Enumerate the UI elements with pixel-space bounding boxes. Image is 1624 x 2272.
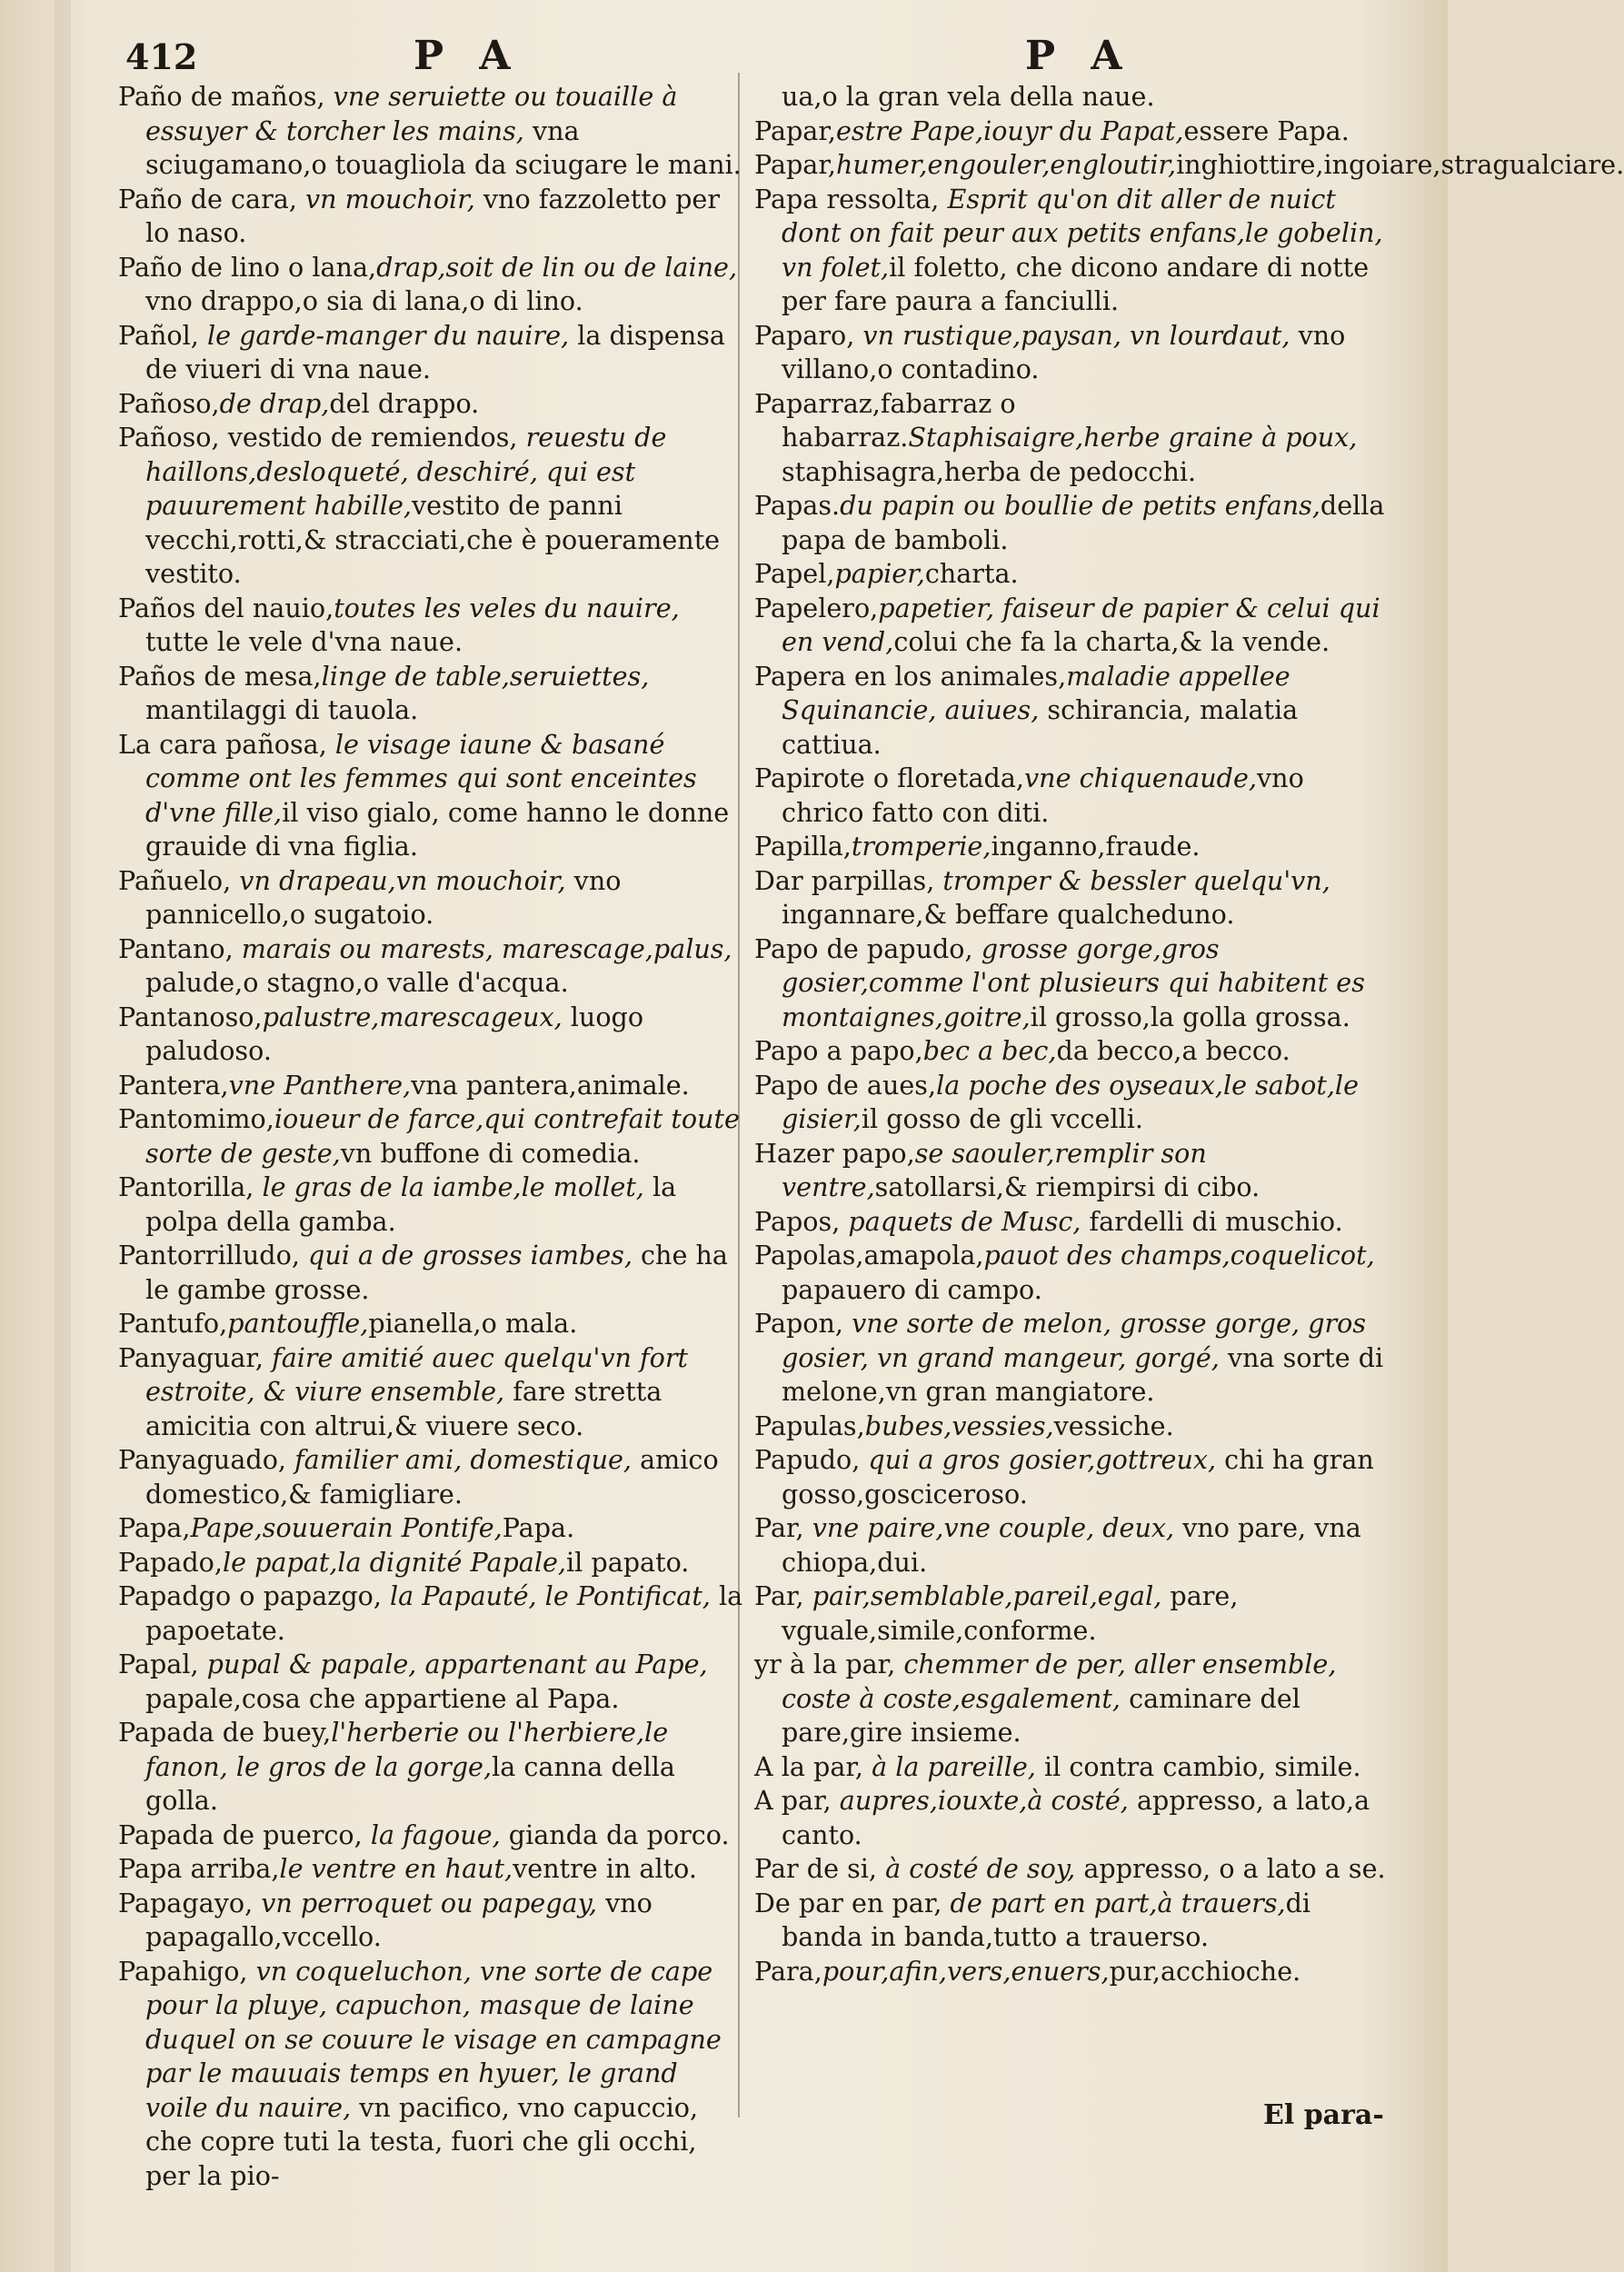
entry-headword: Dar parpillas, — [754, 864, 935, 896]
entry-headword: Papo de aues, — [754, 1069, 937, 1101]
dictionary-entry — [118, 387, 745, 422]
dictionary-entry — [754, 387, 1390, 490]
entry-headword: Papulas, — [754, 1410, 865, 1441]
entry-italian: la dispensa de viueri di vna naue. — [145, 319, 725, 384]
entry-french: le garde-manger du nauire, — [198, 319, 570, 351]
dictionary-entry — [118, 1852, 745, 1887]
entry-french: chemmer de per, aller ensemble, coste à coste,esgalement, — [782, 1649, 1337, 1714]
entry-headword: Papos, — [754, 1205, 841, 1237]
dictionary-entry — [118, 1443, 745, 1511]
entry-italian: inganno,fraude. — [991, 831, 1201, 862]
entry-headword: De par en par, — [754, 1887, 942, 1918]
entry-italian: staphisagra,herba de pedocchi. — [782, 455, 1197, 487]
entry-headword: Papirote o floretada, — [754, 762, 1024, 793]
entry-italian: ingannare,& beffare qualcheduno. — [782, 899, 1235, 930]
entry-french: vne Panthere, — [228, 1069, 412, 1101]
dictionary-entry — [754, 864, 1390, 932]
dictionary-entry — [118, 1511, 745, 1546]
entry-headword: Papar, — [754, 115, 836, 146]
dictionary-entry — [754, 1137, 1390, 1205]
page-number: 412 — [125, 36, 198, 77]
dictionary-entry — [118, 183, 745, 251]
entry-italian: vna pantera,animale. — [411, 1069, 690, 1101]
dictionary-entry — [754, 1205, 1390, 1240]
entry-french: humer,engouler,engloutir, — [835, 149, 1177, 180]
dictionary-entry — [118, 1546, 745, 1580]
entry-headword: Papar, — [754, 149, 836, 180]
entry-headword: Papon, — [754, 1308, 844, 1339]
dictionary-entry — [754, 1750, 1390, 1785]
entry-headword: Papolas,amapola, — [754, 1240, 984, 1271]
entry-headword: A la par, — [754, 1750, 863, 1782]
entry-french: la Papauté, le Pontificat, — [381, 1580, 711, 1611]
entry-italian: vestito de panni vecchi,rotti,& stracciati,che è poueramente vestito. — [145, 490, 721, 589]
entry-french: vne seruiette ou touaille à essuyer & torcher les mains, — [145, 81, 678, 146]
dictionary-entry — [118, 319, 745, 387]
entry-french: Esprit qu'on dit aller de nuict dont on fait peur aux petits enfans,le gobelin, vn folet, — [782, 183, 1383, 283]
dictionary-entry — [118, 1171, 745, 1239]
entry-headword: Papada de buey, — [118, 1717, 332, 1748]
entry-french: pupal & papale, appartenant au Pape, — [198, 1649, 708, 1679]
dictionary-entry — [754, 1239, 1390, 1307]
entry-italian: il viso gialo, come hanno le donne grauide di vna figlia. — [145, 796, 730, 862]
entry-headword: yr à la par, — [754, 1649, 896, 1679]
entry-italian: pur,acchioche. — [1109, 1955, 1301, 1987]
entry-headword: Papel, — [754, 558, 835, 589]
entry-headword: Pantorrilludo, — [118, 1240, 300, 1271]
entry-italian: amico domestico,& famigliare. — [145, 1444, 719, 1510]
dictionary-entry — [118, 864, 745, 932]
entry-french: la fagoue, — [362, 1819, 501, 1850]
dictionary-entry — [754, 592, 1390, 660]
entry-headword: Paparo, — [754, 319, 855, 351]
entry-italian: il grosso,la golla grossa. — [1030, 1001, 1350, 1032]
entry-french: de part en part,à trauers, — [942, 1887, 1286, 1918]
entry-headword: Pañol, — [118, 319, 199, 351]
entry-italian: vna sorte di melone,vn gran mangiatore. — [782, 1341, 1384, 1407]
entry-headword: Papelero, — [754, 592, 879, 623]
entry-french: vn rustique,paysan, vn lourdaut, — [854, 319, 1290, 351]
dictionary-entry — [118, 1069, 745, 1103]
entry-italian: vno pannicello,o sugatoio. — [145, 864, 622, 930]
dictionary-entry — [754, 115, 1390, 149]
entry-italian: da becco,a becco. — [1056, 1035, 1290, 1066]
entry-headword: La cara pañosa, — [118, 728, 327, 760]
dictionary-entry — [118, 80, 745, 183]
dictionary-entry — [754, 183, 1390, 319]
dictionary-entry — [754, 1852, 1390, 1887]
entry-headword: Pantomimo, — [118, 1103, 274, 1134]
dictionary-entry — [754, 1511, 1390, 1579]
entry-french: à costé de soy, — [876, 1853, 1076, 1884]
dictionary-entry — [118, 1307, 745, 1341]
entry-headword: Papo a papo, — [754, 1035, 923, 1066]
entry-french: à la pareille, — [863, 1750, 1036, 1782]
entry-headword: Paño de cara, — [118, 183, 297, 214]
entry-french: Staphisaigre,herbe graine à poux, — [908, 422, 1358, 453]
entry-italian: ventre in alto. — [513, 1853, 697, 1884]
entry-french: marais ou marests, marescage,palus, — [233, 932, 732, 964]
dictionary-entry — [118, 1239, 745, 1307]
dictionary-entry — [754, 148, 1624, 183]
entry-italian: la polpa della gamba. — [145, 1171, 677, 1237]
entry-italian: il gosso de gli vccelli. — [861, 1103, 1143, 1134]
entry-french: le gras de la iambe,le mollet, — [254, 1171, 644, 1202]
entry-french: l'herberie ou l'herbiere,le fanon, le gros de la gorge, — [145, 1717, 669, 1782]
entry-italian: tutte le vele d'vna naue. — [145, 626, 463, 657]
entry-headword: Paño de lino o lana, — [118, 251, 377, 283]
entry-french: pair,semblable,pareil,egal, — [803, 1580, 1162, 1611]
entry-french: toutes les veles du nauire, — [334, 592, 680, 623]
dictionary-entry — [118, 1102, 745, 1171]
dictionary-entry — [118, 932, 745, 1001]
entry-headword: Para, — [754, 1955, 822, 1987]
dictionary-entry — [754, 80, 1390, 115]
entry-headword: Hazer papo, — [754, 1137, 915, 1169]
dictionary-entry — [118, 421, 745, 592]
entry-french: qui a gros gosier,gottreux, — [860, 1444, 1217, 1475]
dictionary-entry — [754, 1034, 1390, 1069]
entry-french: tromperie, — [851, 831, 991, 862]
entry-french: palustre,marescageux, — [262, 1001, 563, 1032]
entry-italian: della papa de bamboli. — [782, 490, 1385, 555]
entry-italian: vna sciugamano,o touagliola da sciugare le mani. — [145, 115, 742, 180]
entry-italian: Papa. — [502, 1512, 575, 1543]
dictionary-entry — [118, 1341, 745, 1444]
entry-italian: inghiottire,ingoiare,stragualciare. — [1176, 149, 1624, 180]
entry-headword: Paños de mesa, — [118, 660, 322, 692]
entry-french: vne sorte de melon, grosse gorge, gros gosier, vn grand mangeur, gorgé, — [782, 1308, 1367, 1373]
entry-italian: gianda da porco. — [500, 1819, 730, 1850]
entry-italian: schirancia, malatia cattiua. — [782, 694, 1299, 760]
entry-french: papier, — [834, 558, 925, 589]
entry-french: vn perroquet ou papegay, — [253, 1887, 598, 1918]
entry-headword: Papa ressolta, — [754, 183, 940, 214]
entry-italian: palude,o stagno,o valle d'acqua. — [145, 967, 569, 998]
dictionary-entry — [754, 1955, 1390, 1989]
dictionary-entry — [118, 728, 745, 864]
entry-italian: appresso, a lato,a canto. — [782, 1785, 1370, 1850]
entry-french: vn drapeau,vn mouchoir, — [231, 864, 566, 896]
page-header — [0, 33, 1448, 87]
dictionary-entry — [754, 932, 1390, 1035]
entry-french: faire amitié auec quelqu'vn fort estroite, & viure ensemble, — [145, 1341, 688, 1407]
entry-headword: Paparraz,fabarraz o habarraz. — [754, 387, 1016, 453]
entry-french: ioueur de farce,qui contrefait toute sorte de geste, — [145, 1103, 740, 1169]
entry-french: linge de table,seruiettes, — [321, 660, 650, 692]
entry-headword: Papera en los animales, — [754, 660, 1067, 692]
entry-french: vne chiquenaude, — [1024, 762, 1257, 793]
dictionary-entry — [118, 1579, 745, 1648]
entry-french: le ventre en haut, — [279, 1853, 513, 1884]
entry-french: vn coqueluchon, vne sorte de cape pour la pluye, capuchon, masque de laine duquel on se couure le visage en campagne par le mauuais temps en hyuer, le grand voile du nauire, — [145, 1955, 722, 2123]
entry-french: aupres,iouxte,à costé, — [831, 1785, 1129, 1816]
entry-italian: del drappo. — [329, 387, 480, 419]
entry-french: se saouler,remplir son ventre, — [782, 1137, 1207, 1202]
dictionary-entry — [754, 1579, 1390, 1648]
entry-headword: Papa arriba, — [118, 1853, 280, 1884]
entry-french: vn mouchoir, — [296, 183, 475, 214]
entry-headword: Pañoso, — [118, 387, 220, 419]
dictionary-entry — [754, 489, 1390, 557]
entry-headword: Papal, — [118, 1649, 199, 1679]
entry-italian: papale,cosa che appartiene al Papa. — [145, 1682, 620, 1714]
entry-italian: luogo paludoso. — [145, 1001, 644, 1066]
entry-headword: Papadgo o papazgo, — [118, 1580, 382, 1611]
entry-headword: Paños del nauio, — [118, 592, 334, 623]
entry-italian: la papoetate. — [145, 1580, 743, 1646]
entry-italian: essere Papa. — [1183, 115, 1350, 146]
entry-italian: il contra cambio, simile. — [1035, 1750, 1361, 1782]
entry-italian: di banda in banda,tutto a trauerso. — [782, 1887, 1311, 1952]
dictionary-entry — [754, 1069, 1390, 1137]
dictionary-entry — [118, 1648, 745, 1716]
dictionary-entry — [118, 1819, 745, 1853]
dictionary-entry — [754, 660, 1390, 762]
entry-headword: Pañoso, vestido de remiendos, — [118, 422, 518, 453]
dictionary-entry — [754, 1307, 1390, 1410]
entry-italian: appresso, o a lato a se. — [1075, 1853, 1386, 1884]
dictionary-entry — [754, 319, 1390, 387]
entry-headword: A par, — [754, 1785, 832, 1816]
entry-french: le visage iaune & basané comme ont les femmes qui sont enceintes d'vne fille, — [145, 728, 697, 828]
entry-headword: Papahigo, — [118, 1955, 248, 1987]
entry-french: pour,afin,vers,enuers, — [822, 1955, 1110, 1987]
entry-headword: Par, — [754, 1512, 804, 1543]
entry-headword: Pantanoso, — [118, 1001, 263, 1032]
dictionary-entry — [118, 1716, 745, 1819]
entry-french: vne paire,vne couple, deux, — [803, 1512, 1175, 1543]
entry-french: tromper & bessler quelqu'vn, — [934, 864, 1330, 896]
entry-french: pauot des champs,coquelicot, — [983, 1240, 1375, 1271]
right-column — [754, 80, 1624, 1988]
entry-headword: Par de si, — [754, 1853, 877, 1884]
entry-headword: Papilla, — [754, 831, 852, 862]
entry-italian: papauero di campo. — [782, 1273, 1042, 1305]
entry-french: grosse gorge,gros gosier,comme l'ont plusieurs qui habitent es montaignes,goitre, — [782, 932, 1365, 1032]
entry-italian: vno papagallo,vccello. — [145, 1887, 653, 1952]
entry-italian: il papato. — [566, 1546, 690, 1578]
entry-italian: che ha le gambe grosse. — [145, 1240, 728, 1305]
dictionary-entry — [754, 557, 1390, 592]
entry-french: reuestu de haillons,desloqueté, deschiré, qui est pauurement habille, — [145, 422, 667, 521]
entry-italian: pianella,o mala. — [368, 1308, 578, 1339]
entry-french: Pape,souuerain Pontife, — [190, 1512, 503, 1543]
entry-headword: Pañuelo, — [118, 864, 232, 896]
entry-french: le papat,la dignité Papale, — [222, 1546, 567, 1578]
entry-italian: vno chrico fatto con diti. — [782, 762, 1304, 828]
entry-italian: vno fazzoletto per lo naso. — [145, 183, 720, 248]
entry-french: estre Pape,iouyr du Papat, — [835, 115, 1184, 146]
entry-italian: il foletto, che dicono andare di notte per fare paura a fanciulli. — [782, 251, 1370, 316]
dictionary-entry — [118, 251, 745, 319]
entry-italian: colui che fa la charta,& la vende. — [893, 626, 1330, 657]
entry-headword: Pantufo, — [118, 1308, 228, 1339]
entry-french: pantouffle, — [227, 1308, 369, 1339]
entry-headword: Papagayo, — [118, 1887, 254, 1918]
entry-italian: pare, vguale,simile,conforme. — [782, 1580, 1239, 1646]
entry-french: du papin ou boullie de petits enfans, — [840, 490, 1320, 521]
dictionary-entry — [754, 1648, 1390, 1750]
entry-italian: mantilaggi di tauola. — [145, 694, 419, 725]
entry-headword: Papas. — [754, 490, 841, 521]
entry-headword: Par, — [754, 1580, 804, 1611]
entry-headword: Papado, — [118, 1546, 223, 1578]
entry-headword: Papo de papudo, — [754, 932, 973, 964]
entry-french: bec a bec, — [922, 1035, 1057, 1066]
left-column — [118, 80, 745, 2193]
entry-italian: vno villano,o contadino. — [782, 319, 1346, 384]
dictionary-entry — [754, 1443, 1390, 1511]
running-head-left: P A — [413, 33, 522, 79]
entry-headword: Pantera, — [118, 1069, 229, 1101]
entry-french: papetier, faiseur de papier & celui qui en vend, — [782, 592, 1380, 657]
entry-french: paquets de Musc, — [840, 1205, 1081, 1237]
entry-headword: Panyaguar, — [118, 1341, 264, 1373]
dictionary-entry — [754, 1784, 1390, 1852]
entry-headword: Pantano, — [118, 932, 234, 964]
dictionary-entry — [118, 1887, 745, 1955]
entry-french: drap,soit de lin ou de laine, — [376, 251, 738, 283]
entry-french: maladie appellee Squinancie, auiues, — [782, 660, 1290, 725]
entry-headword: Papudo, — [754, 1444, 861, 1475]
entry-italian: satollarsi,& riempirsi di cibo. — [874, 1171, 1260, 1202]
dictionary-entry — [118, 1955, 745, 2194]
entry-italian: chi ha gran gosso,gosciceroso. — [782, 1444, 1374, 1510]
dictionary-entry — [754, 830, 1390, 864]
entry-italian: ua,o la gran vela della naue. — [782, 81, 1155, 112]
entry-italian: caminare del pare,gire insieme. — [782, 1682, 1300, 1748]
entry-italian: vno pare, vna chiopa,dui. — [782, 1512, 1361, 1578]
dictionary-entry — [754, 1887, 1390, 1955]
entry-french: bubes,vessies, — [864, 1410, 1054, 1441]
catchword: El para- — [1263, 2099, 1384, 2131]
entry-headword: Papa, — [118, 1512, 191, 1543]
dictionary-entry — [118, 1001, 745, 1069]
entry-headword: Paño de maños, — [118, 81, 325, 112]
entry-italian: vn pacifico, vno capuccio, che copre tuti la testa, fuori che gli occhi, per la pio- — [145, 2091, 699, 2191]
entry-french: qui a de grosses iambes, — [299, 1240, 633, 1271]
entry-italian: charta. — [924, 558, 1019, 589]
entry-italian: fardelli di muschio. — [1081, 1205, 1343, 1237]
entry-french: la poche des oyseaux,le sabot,le gisier, — [782, 1069, 1359, 1134]
entry-italian: vno drappo,o sia di lana,o di lino. — [145, 285, 583, 316]
entry-italian: fare stretta amicitia con altrui,& viuere seco. — [145, 1376, 663, 1441]
entry-headword: Pantorilla, — [118, 1171, 254, 1202]
entry-french: familier ami, domestique, — [286, 1444, 633, 1475]
page-stain — [55, 0, 71, 2272]
dictionary-entry — [754, 762, 1390, 830]
entry-italian: vn buffone di comedia. — [340, 1137, 641, 1169]
entry-headword: Panyaguado, — [118, 1444, 286, 1475]
dictionary-entry — [754, 1410, 1390, 1444]
entry-italian: vessiche. — [1053, 1410, 1174, 1441]
dictionary-entry — [118, 592, 745, 660]
entry-italian: la canna della golla. — [145, 1750, 675, 1816]
entry-headword: Papada de puerco, — [118, 1819, 363, 1850]
dictionary-entry — [118, 660, 745, 728]
running-head-right: P A — [1025, 33, 1133, 79]
entry-french: de drap, — [219, 387, 330, 419]
